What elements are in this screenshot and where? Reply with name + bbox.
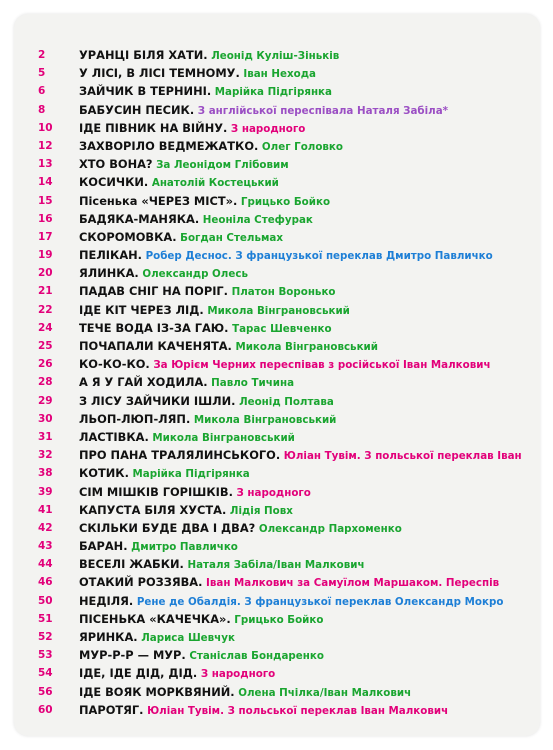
entry-title: ВЕСЕЛІ ЖАБКИ. [79,557,184,572]
entry-author: Неоніла Стефурак [199,213,313,226]
page-number: 54 [38,667,53,680]
entry-title: СКІЛЬКИ БУДЕ ДВА І ДВА? [79,520,256,535]
entry-author: Марійка Підгірянка [128,468,250,481]
entry-author: Лідія Повх [226,504,293,517]
toc-entry [14,410,540,428]
entry-author: Леонід Полтава [235,395,334,408]
entry-author: Дмитро Павличко [127,541,238,554]
page-number: 2 [38,49,46,61]
entry-line [79,592,503,611]
entry-author: Юліан Тувім. З польської переклав Іван Малкович [143,704,449,717]
toc-entry [14,537,540,555]
entry-line [79,683,411,702]
page-number: 17 [38,230,53,243]
toc-entry [14,246,540,264]
toc-entry [14,446,540,464]
entry-author: З народного [197,668,276,681]
page-number: 41 [38,503,53,516]
book-page [14,14,540,736]
entry-author: Олександр Олесь [138,268,248,281]
page-number: 38 [38,467,53,480]
entry-title: УРАНЦІ БІЛЯ ХАТИ. [79,48,208,62]
entry-line [79,610,323,629]
page-number: 43 [38,540,53,553]
toc-entry [14,483,540,501]
toc-entry [14,46,540,64]
toc-entry [14,519,540,537]
entry-title: ПРО ПАНА ТРАЛЯЛИНСЬКОГО. [79,448,281,463]
page-number: 24 [38,321,53,334]
entry-line [79,46,339,65]
page-number: 42 [38,521,53,534]
entry-title: З ЛІСУ ЗАЙЧИКИ ІШЛИ. [79,393,236,408]
page-number: 29 [38,394,53,407]
toc-entry [14,192,540,210]
entry-title: ЛАСТІВКА. [79,429,149,444]
entry-line [79,319,332,338]
page-number: 31 [38,430,53,443]
entry-title: ЯРИНКА. [79,630,138,644]
entry-title: КО-КО-КО. [79,357,150,372]
entry-author: Робер Деснос. З французької переклав Дмитро Павличко [142,250,493,263]
toc-entry [14,683,540,701]
entry-title: МУР-Р-Р — МУР. [79,648,186,663]
entry-title: КОТИК. [79,466,129,481]
toc-entry [14,428,540,446]
toc-entry [14,646,540,664]
entry-title: ІДЕ КІТ ЧЕРЕЗ ЛІД. [79,302,204,317]
toc-entry [14,155,540,173]
entry-line [79,701,448,720]
entry-line [79,392,334,411]
entry-title: НЕДІЛЯ. [79,593,134,608]
entry-title: ТЕЧЕ ВОДА ІЗ-ЗА ГАЮ. [79,320,229,335]
toc-entry [14,392,540,410]
entry-title: ПІСЕНЬКА «КАЧЕЧКА». [79,611,231,626]
entry-author: Тарас Шевченко [228,322,332,335]
entry-line [79,428,295,447]
toc-entry [14,301,540,319]
entry-line [79,246,493,265]
entry-title: БАРАН. [79,539,128,554]
entry-author: Микола Вінграновський [148,431,295,444]
entry-line [79,483,311,502]
entry-title: ЯЛИНКА. [79,266,139,281]
page-number: 30 [38,412,53,425]
entry-line [79,446,522,465]
entry-author: Юліан Тувім. З польської переклав Іван [280,450,522,463]
toc-entry [14,228,540,246]
page-number: 21 [38,285,53,298]
toc-entry [14,101,540,119]
entry-line [79,119,305,138]
page-number: 56 [38,685,53,698]
toc-entry [14,319,540,337]
page-number: 60 [38,703,53,716]
toc-entry [14,610,540,628]
toc-entry [14,173,540,191]
entry-line [79,646,324,665]
entry-line [79,64,316,83]
entry-author: Рене де Обалдія. З французької переклав Олександр Мокро [133,595,504,608]
entry-author: Микола Вінграновський [203,304,350,317]
entry-line [79,101,448,120]
entry-line [79,82,332,101]
page-number: 52 [38,631,53,643]
entry-line [79,519,402,538]
entry-title: ПАДАВ СНІГ НА ПОРІГ. [79,284,229,299]
entry-author: Анатолій Костецький [148,177,279,190]
entry-author: Олена Пчілка/Іван Малкович [234,686,412,699]
toc-entry [14,592,540,610]
entry-author: Олександр Пархоменко [255,522,402,535]
page-number: 16 [38,212,53,225]
entry-author: З народного [227,122,306,135]
entry-line [79,464,250,483]
toc-entry [14,628,540,646]
entry-author: Наталя Забіла/Іван Малкович [183,559,365,572]
entry-line [79,155,289,174]
toc-entry [14,664,540,682]
toc-entry [14,119,540,137]
entry-title: ІДЕ ПІВНИК НА ВІЙНУ. [79,120,228,135]
entry-author: Грицько Бойко [230,613,324,626]
entry-line [79,173,279,192]
entry-title: У ЛІСІ, В ЛІСІ ТЕМНОМУ. [79,66,240,81]
page-number: 14 [38,176,53,189]
toc-entry [14,82,540,100]
page-number: 12 [38,139,53,152]
entry-title: ЗАХВОРІЛО ВЕДМЕЖАТКО. [79,138,259,153]
entry-author: Іван Нехода [239,68,316,81]
entry-line [79,373,294,392]
page-number: 19 [38,249,53,262]
toc-entry [14,64,540,82]
toc-entry [14,282,540,300]
page-number: 53 [38,649,53,662]
page-number: 51 [38,612,53,625]
page-number: 28 [38,376,53,389]
page-number: 44 [38,558,53,571]
page-number: 32 [38,449,53,462]
entry-title: СІМ МІШКІВ ГОРІШКІВ. [79,484,233,499]
entry-line [79,555,365,574]
entry-author: Грицько Бойко [237,195,331,208]
entry-author: Іван Малкович за Самуїлом Маршаком. Переспів [202,577,500,590]
toc-entry [14,210,540,228]
entry-author: За Юрієм Черних переспівав з російської Іван Малкович [149,359,491,372]
entry-line [79,301,350,320]
entry-title: СКОРОМОВКА. [79,229,177,244]
toc-entry [14,137,540,155]
page-number: 26 [38,358,53,371]
entry-title: БАДЯКА-МАНЯКА. [79,211,200,226]
entry-author: З англійської переспівала Наталя Забіла* [194,104,449,117]
entry-title: ХТО ВОНА? [79,157,153,172]
entry-author: Богдан Стельмах [176,231,283,244]
entry-title: ЛЬОП-ЛЮП-ЛЯП. [79,411,191,426]
toc-entry [14,337,540,355]
toc-entry [14,264,540,282]
entry-line [79,537,238,556]
entry-line [79,573,499,592]
entry-title: ІДЕ ВОЯК МОРКВЯНИЙ. [79,684,235,699]
entry-author: Платон Воронько [228,286,336,299]
entry-author: Станіслав Бондаренко [185,650,324,663]
toc-entry [14,573,540,591]
entry-line [79,628,235,647]
page-number: 22 [38,303,53,316]
toc-entry [14,701,540,719]
entry-title: ІДЕ, ІДЕ ДІД, ДІД. [79,666,198,681]
entry-line [79,264,248,283]
page-number: 25 [38,340,53,352]
entry-line [79,501,293,520]
entry-author: З народного [232,486,311,499]
page-number: 6 [38,85,46,98]
entry-author: Олег Головко [258,140,343,153]
entry-line [79,137,343,156]
entry-line [79,192,330,211]
entry-title: ПАРОТЯГ. [79,702,144,717]
page-number: 13 [38,158,53,171]
toc-entry [14,501,540,519]
toc-entry [14,373,540,391]
entry-author: Лариса Шевчук [137,632,235,644]
entry-line [79,410,336,429]
entry-line [79,337,378,356]
entry-title: КАПУСТА БІЛЯ ХУСТА. [79,502,227,517]
page-number: 8 [38,103,46,116]
entry-author: Павло Тичина [207,377,295,390]
entry-line [79,664,275,683]
entry-line [79,355,491,374]
entry-author: Леонід Куліш-Зіньків [207,50,340,62]
page-number: 15 [38,194,53,207]
entry-author: Марійка Підгірянка [211,86,332,99]
toc-entry [14,464,540,482]
entry-line [79,210,313,229]
entry-title: А Я У ГАЙ ХОДИЛА. [79,375,208,390]
page-number: 50 [38,594,53,607]
entry-title: ПОЧАПАЛИ КАЧЕНЯТА. [79,339,232,353]
entry-author: За Леонідом Глібовим [152,159,289,172]
toc-entry [14,355,540,373]
entry-title: ОТАКИЙ РОЗЗЯВА. [79,575,203,590]
entry-title: КОСИЧКИ. [79,175,149,190]
table-of-contents [14,46,540,719]
entry-title: БАБУСИН ПЕСИК. [79,102,195,117]
entry-author: Микола Вінграновський [231,341,378,353]
page-number: 5 [38,67,46,80]
toc-entry [14,555,540,573]
entry-author: Микола Вінграновський [190,413,337,426]
entry-title: Пісенька «ЧЕРЕЗ МІСТ». [79,193,238,208]
entry-title: ПЕЛІКАН. [79,248,142,263]
page-number: 39 [38,485,53,498]
page-number: 20 [38,267,53,280]
page-number: 10 [38,121,53,134]
page-number: 46 [38,576,53,589]
entry-line [79,228,283,247]
entry-title: ЗАЙЧИК В ТЕРНИНІ. [79,84,212,99]
entry-line [79,282,336,301]
